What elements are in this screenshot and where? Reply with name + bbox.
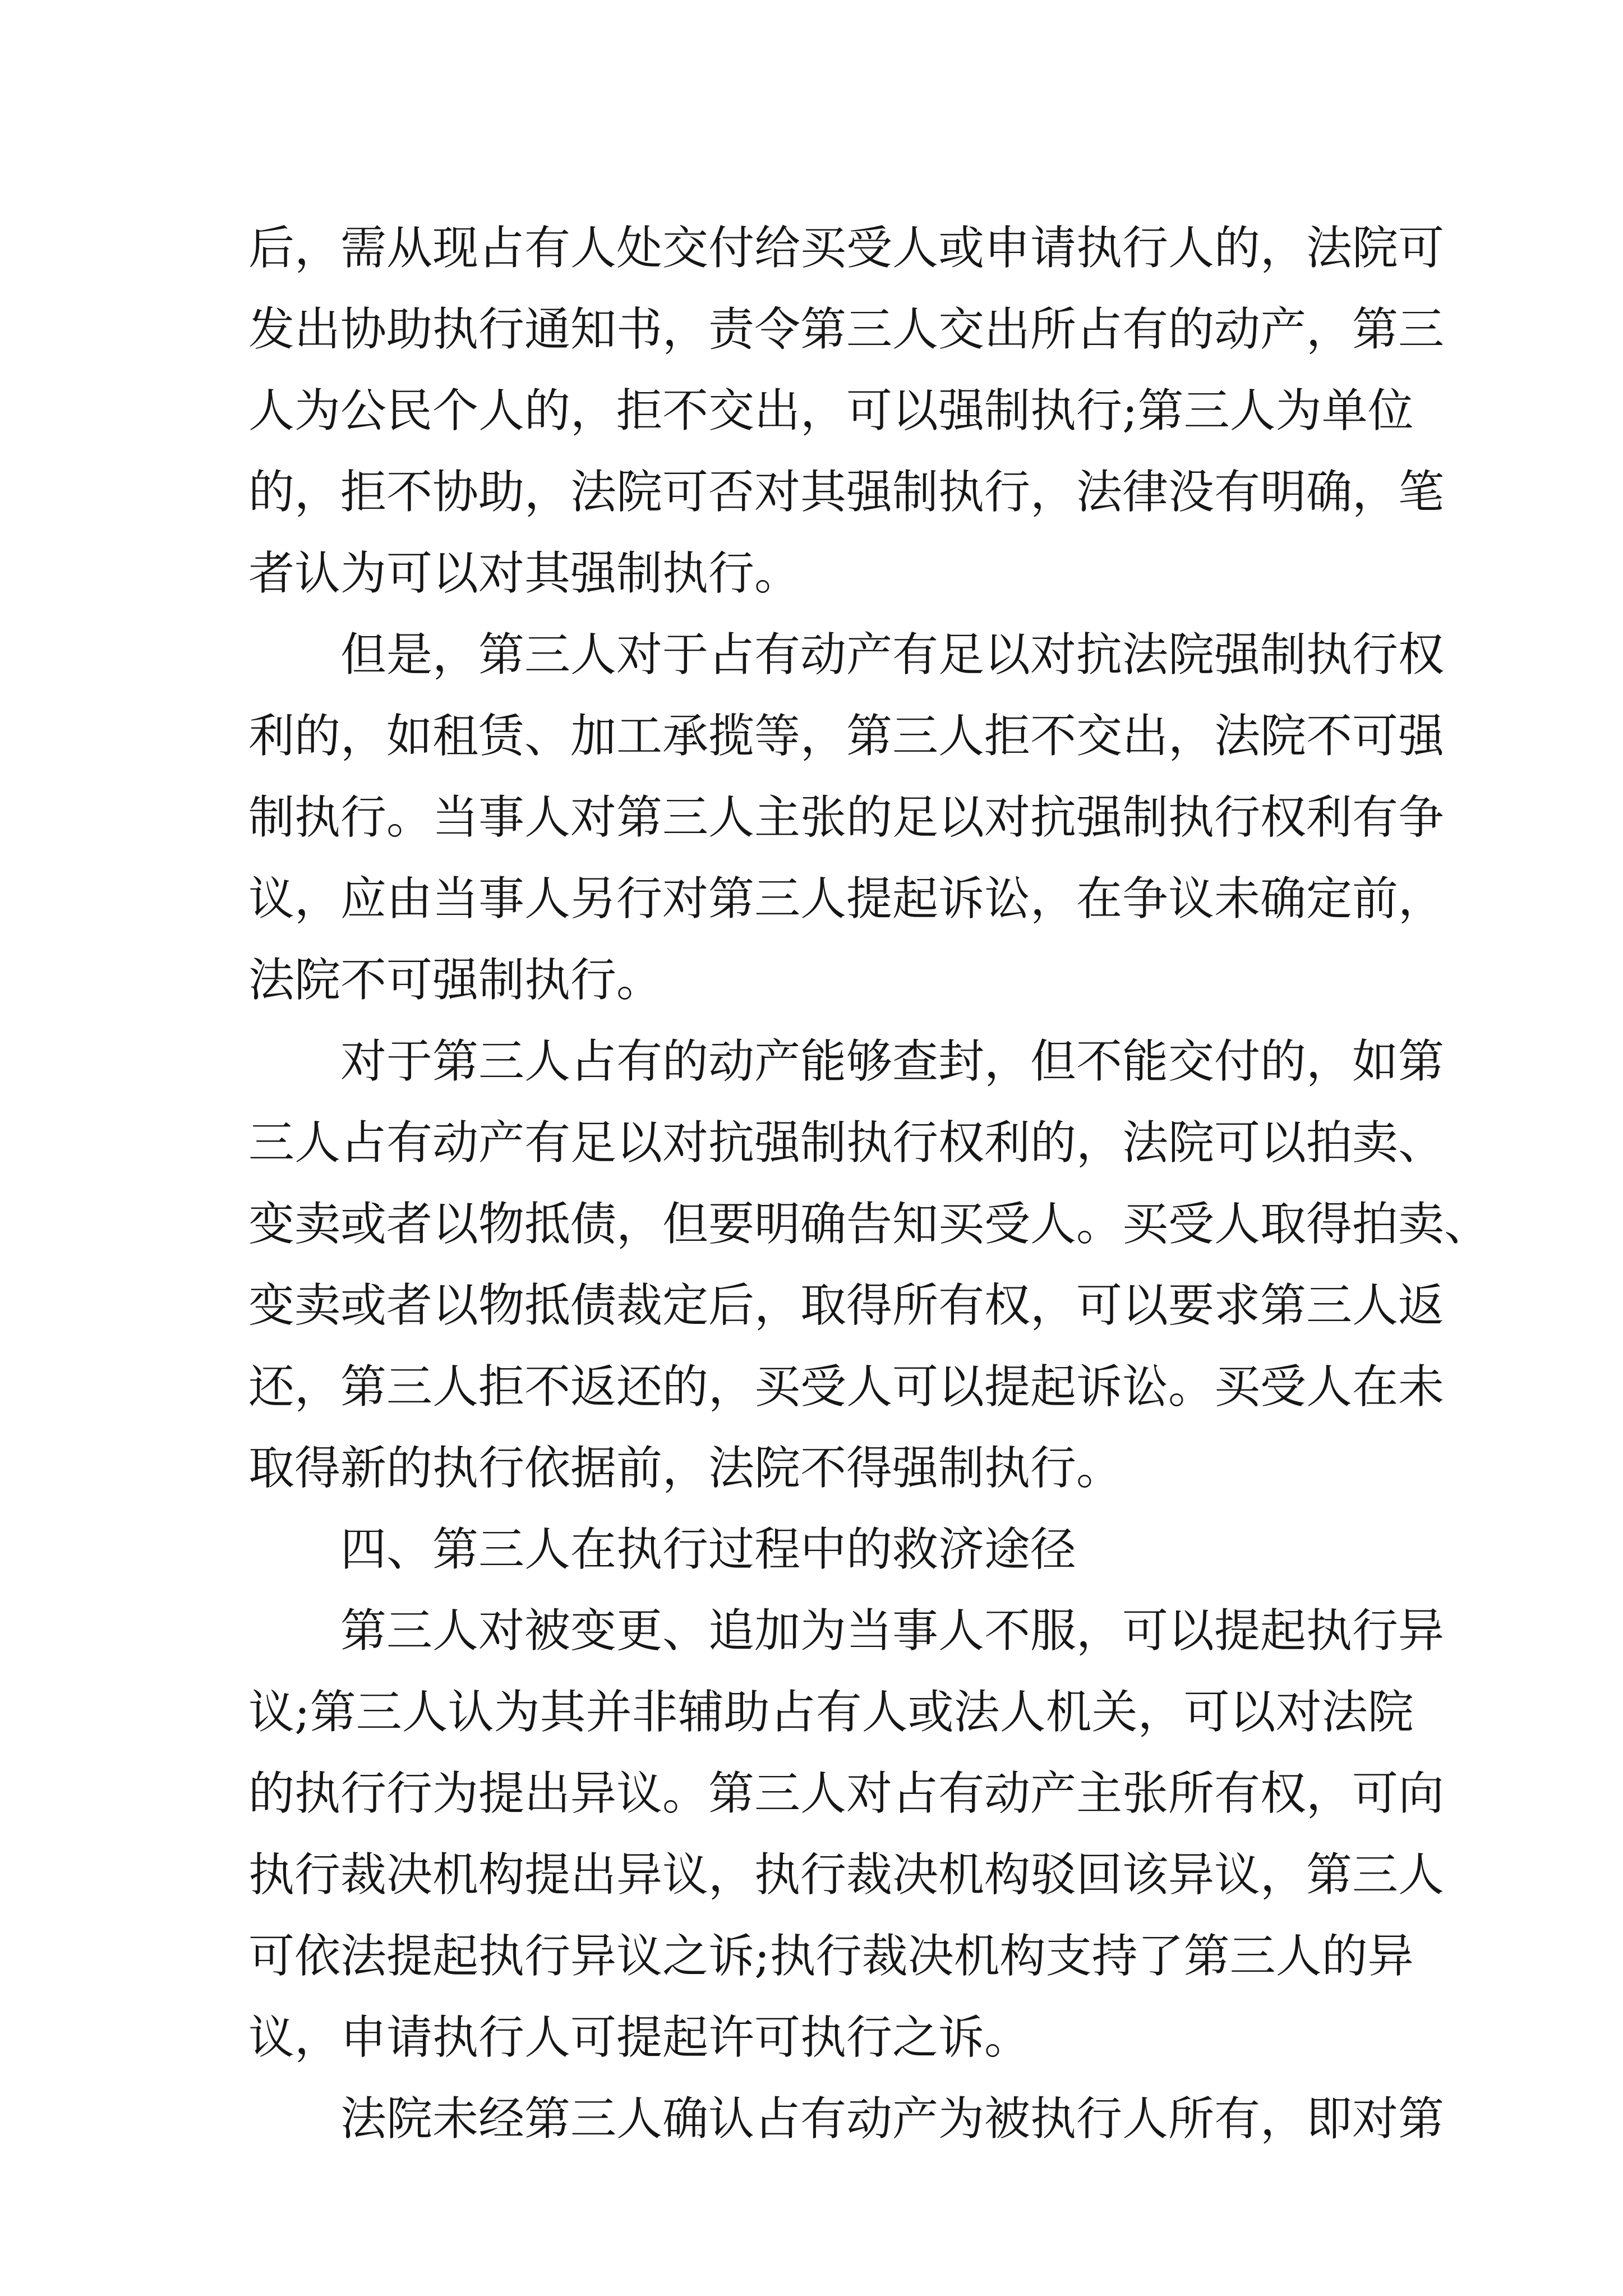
paragraph-3 xyxy=(248,1021,1491,1509)
text-line: 利的，如租赁、加工承揽等，第三人拒不交出，法院不可强 xyxy=(248,710,1445,763)
section-heading xyxy=(248,1509,1387,1590)
text-line: 者认为可以对其强制执行。 xyxy=(248,547,801,600)
document-body xyxy=(248,208,1491,2160)
text-line: 后，需从现占有人处交付给买受人或申请执行人的，法院可 xyxy=(248,222,1445,275)
text-line: 人为公民个人的，拒不交出，可以强制执行;第三人为单位 xyxy=(248,384,1414,438)
text-line: 的，拒不协助，法院可否对其强制执行，法律没有明确，笔 xyxy=(248,466,1445,519)
text-line: 但是，第三人对于占有动产有足以对抗法院强制执行权 xyxy=(340,628,1445,682)
heading-text: 四、第三人在执行过程中的救济途径 xyxy=(340,1523,1077,1576)
paragraph-6 xyxy=(248,2078,1445,2160)
text-line: 议，申请执行人可提起许可执行之诉。 xyxy=(248,2011,1031,2064)
text-line: 制执行。当事人对第三人主张的足以对抗强制执行权利有争 xyxy=(248,791,1445,844)
text-line: 取得新的执行依据前，法院不得强制执行。 xyxy=(248,1442,1123,1495)
text-line: 变卖或者以物抵债裁定后，取得所有权，可以要求第三人返 xyxy=(248,1279,1445,1332)
text-line: 三人占有动产有足以对抗强制执行权利的，法院可以拍卖、 xyxy=(248,1116,1445,1170)
text-line: 对于第三人占有的动产能够查封，但不能交付的，如第 xyxy=(340,1035,1445,1088)
paragraph-2 xyxy=(248,614,1445,1021)
text-line: 变卖或者以物抵债，但要明确告知买受人。买受人取得拍卖、 xyxy=(248,1198,1491,1251)
text-line: 法院未经第三人确认占有动产为被执行人所有，即对第 xyxy=(340,2092,1445,2146)
text-line: 议;第三人认为其并非辅助占有人或法人机关，可以对法院 xyxy=(248,1686,1414,1739)
text-line: 议，应由当事人另行对第三人提起诉讼，在争议未确定前， xyxy=(248,872,1445,926)
text-line: 执行裁决机构提出异议，执行裁决机构驳回该异议，第三人 xyxy=(248,1848,1445,1902)
text-line: 法院不可强制执行。 xyxy=(248,954,663,1007)
paragraph-1 xyxy=(248,208,1445,614)
text-line: 发出协助执行通知书，责令第三人交出所占有的动产，第三 xyxy=(248,303,1445,356)
paragraph-5 xyxy=(248,1590,1445,2078)
text-line: 还，第三人拒不返还的，买受人可以提起诉讼。买受人在未 xyxy=(248,1360,1445,1414)
text-line: 可依法提起执行异议之诉;执行裁决机构支持了第三人的异 xyxy=(248,1930,1414,1983)
text-line: 的执行行为提出异议。第三人对占有动产主张所有权，可向 xyxy=(248,1767,1445,1820)
text-line: 第三人对被变更、追加为当事人不服，可以提起执行异 xyxy=(340,1604,1445,1658)
